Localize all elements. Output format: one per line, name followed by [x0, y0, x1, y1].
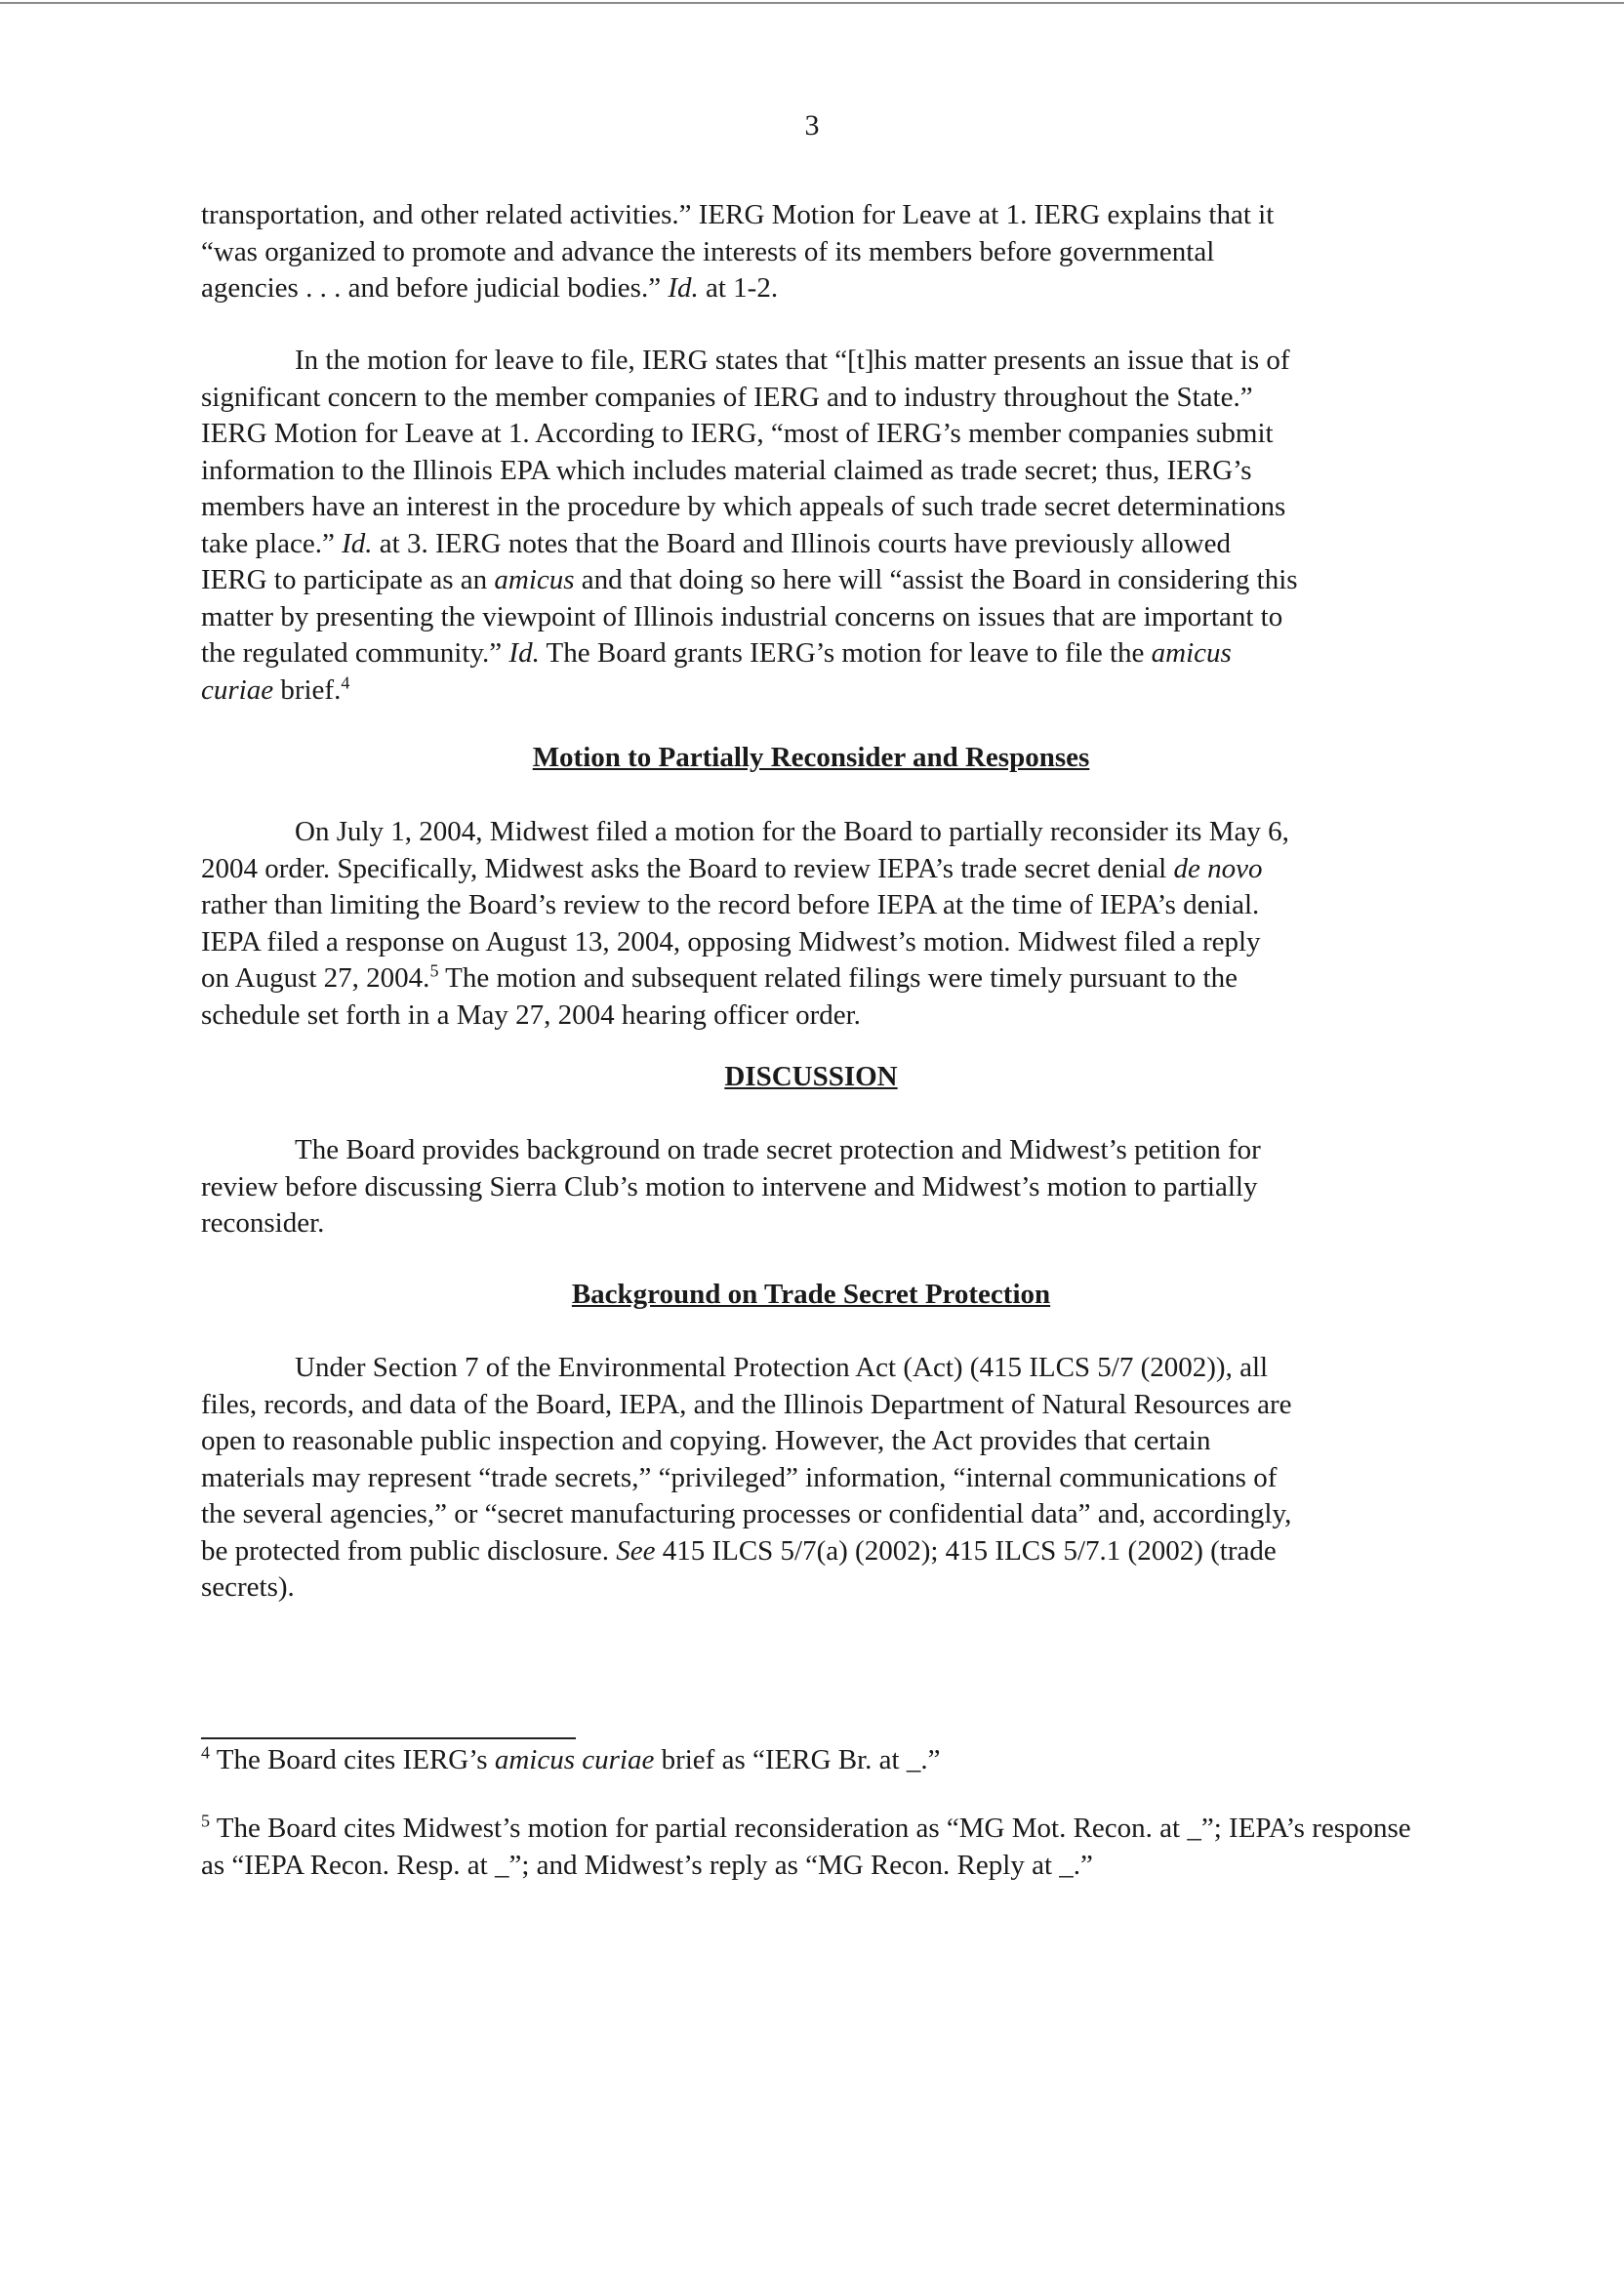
- text-span: agencies . . . and before judicial bodies.”: [201, 272, 669, 304]
- section-heading-background: Background on Trade Secret Protection: [571, 1279, 1051, 1310]
- text-line: matter by presenting the viewpoint of Illinois industrial concerns on issues that are important to: [201, 600, 1283, 632]
- text-span: take place.”: [201, 527, 343, 559]
- citation-italic: Id.: [342, 527, 373, 559]
- footnote-number: 4: [201, 1742, 210, 1763]
- footnote-reference: 5: [429, 960, 439, 981]
- paragraph-motion-reconsider: [201, 814, 1421, 1034]
- text-line: files, records, and data of the Board, IEPA, and the Illinois Department of Natural Resources are: [201, 1388, 1292, 1420]
- page-number: 3: [804, 109, 820, 142]
- text-line: materials may represent “trade secrets,” “privileged” information, “internal communications of: [201, 1461, 1278, 1493]
- text-line: members have an interest in the procedure by which appeals of such trade secret determinations: [201, 491, 1286, 522]
- text-line: In the motion for leave to file, IERG states that “[t]his matter presents an issue that is of: [295, 345, 1290, 376]
- footnote-4: [201, 1742, 1421, 1779]
- text-span: and that doing so here will “assist the Board in considering this: [574, 564, 1298, 595]
- text-span: at 1-2.: [698, 272, 779, 304]
- footnote-divider: [201, 1737, 576, 1739]
- text-span: IERG to participate as an: [201, 564, 495, 595]
- paragraph-trade-secret-protection: [201, 1350, 1421, 1607]
- text-line: open to reasonable public inspection and copying. However, the Act provides that certain: [201, 1425, 1211, 1456]
- text-span: be protected from public disclosure.: [201, 1534, 617, 1567]
- text-line: reconsider.: [201, 1207, 325, 1239]
- term-italic: de novo: [1173, 852, 1263, 884]
- citation-italic: Id.: [508, 637, 540, 669]
- text-span: on August 27, 2004.: [201, 962, 430, 994]
- citation-italic: Id.: [668, 272, 699, 304]
- term-italic: amicus curiae: [494, 1744, 655, 1775]
- text-line: review before discussing Sierra Club’s motion to intervene and Midwest’s motion to partially: [201, 1170, 1258, 1202]
- text-line: information to the Illinois EPA which includes material claimed as trade secret; thus, IERG’s: [201, 454, 1252, 486]
- text-line: significant concern to the member companies of IERG and to industry throughout the State.”: [201, 381, 1253, 413]
- text-line: schedule set forth in a May 27, 2004 hearing officer order.: [201, 998, 861, 1031]
- text-span: at 3. IERG notes that the Board and Illinois courts have previously allowed: [372, 527, 1231, 559]
- top-border-line: [0, 2, 1624, 4]
- text-span: The motion and subsequent related filings were timely pursuant to the: [438, 962, 1238, 994]
- text-line: [201, 526, 1421, 563]
- text-line: [201, 1813, 1222, 1844]
- paragraph-ierg-intro: [201, 197, 1421, 307]
- text-line: [201, 960, 1421, 998]
- text-line: the several agencies,” or “secret manufacturing processes or confidential data” and, accordingly,: [201, 1498, 1292, 1529]
- text-line: [201, 270, 1421, 307]
- footnote-number: 5: [201, 1811, 210, 1831]
- text-span: brief.: [273, 673, 342, 706]
- footnote-reference: 4: [341, 672, 350, 692]
- text-span: 415 ILCS 5/7(a) (2002); 415 ILCS 5/7.1 (2002) (trade: [655, 1534, 1277, 1567]
- text-span: 2004 order. Specifically, Midwest asks the Board to review IEPA’s trade secret denial: [201, 852, 1174, 884]
- text-line: IERG Motion for Leave at 1. According to IERG, “most of IERG’s member companies submit: [201, 418, 1274, 449]
- text-line: Under Section 7 of the Environmental Protection Act (Act) (415 ILCS 5/7 (2002)), all: [295, 1352, 1269, 1383]
- text-line: [201, 672, 1421, 710]
- text-line: On July 1, 2004, Midwest filed a motion for the Board to partially reconsider its May 6,: [295, 816, 1289, 847]
- text-line: secrets).: [201, 1571, 295, 1603]
- text-line: [201, 562, 1421, 599]
- text-line: transportation, and other related activities.” IERG Motion for Leave at 1. IERG explains that it: [201, 199, 1275, 230]
- text-line: “was organized to promote and advance the interests of its members before governmental: [201, 235, 1215, 267]
- text-line: rather than limiting the Board’s review to the record before IEPA at the time of IEPA’s denial.: [201, 889, 1260, 920]
- text-line: [201, 1744, 940, 1775]
- text-span: brief as “IERG Br. at _.”: [654, 1744, 941, 1775]
- term-italic: amicus: [494, 564, 575, 595]
- term-italic: amicus: [1151, 637, 1232, 669]
- text-span: The Board cites IERG’s: [210, 1744, 495, 1775]
- paragraph-ierg-motion: [201, 343, 1421, 709]
- text-span: the regulated community.”: [201, 637, 509, 669]
- text-line: The Board provides background on trade secret protection and Midwest’s petition for: [295, 1134, 1261, 1165]
- section-heading-discussion: DISCUSSION: [724, 1061, 898, 1092]
- section-heading-motion: Motion to Partially Reconsider and Responses: [532, 742, 1090, 773]
- text-line: IEPA filed a response on August 13, 2004, opposing Midwest’s motion. Midwest filed a reply: [201, 925, 1261, 958]
- footnote-5: [201, 1811, 1421, 1884]
- text-line: IEPA’s response as “IEPA Recon. Resp. at _”; and Midwest’s reply as “MG Recon. Reply at _.”: [201, 1813, 1411, 1881]
- text-line: [201, 851, 1421, 888]
- text-line: [201, 1533, 1421, 1570]
- paragraph-discussion-intro: [201, 1132, 1421, 1243]
- signal-italic: See: [616, 1534, 656, 1567]
- text-line: [201, 635, 1421, 672]
- term-italic: curiae: [201, 673, 274, 706]
- text-span: The Board cites Midwest’s motion for partial reconsideration as “MG Mot. Recon. at _”;: [210, 1813, 1222, 1844]
- text-span: The Board grants IERG’s motion for leave to file the: [539, 637, 1152, 669]
